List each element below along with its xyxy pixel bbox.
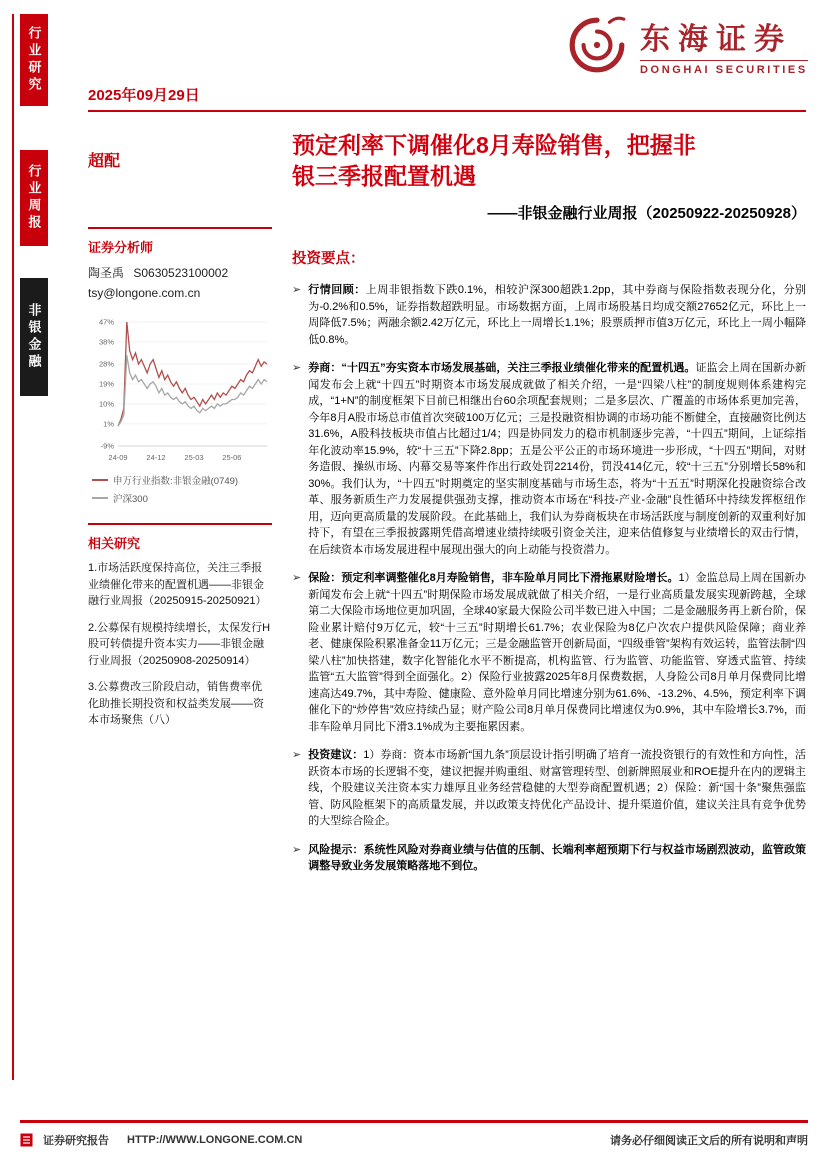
sidebar-tag-nonbank-finance: 非银金融	[20, 278, 48, 396]
sidebar-tag-industry-weekly: 行业周报	[20, 150, 48, 246]
report-title	[292, 130, 806, 192]
bullet-icon: ➢	[292, 749, 302, 762]
svg-text:28%: 28%	[98, 359, 114, 369]
report-doc-icon	[20, 1133, 33, 1147]
point-brokers	[292, 360, 806, 558]
sidebar-tag-industry-research: 行业研究	[20, 14, 48, 106]
point-text	[308, 747, 806, 830]
footer-divider	[20, 1120, 808, 1123]
point-text	[308, 570, 806, 735]
header-divider	[88, 110, 806, 112]
svg-text:1%: 1%	[103, 419, 114, 429]
svg-text:-9%: -9%	[100, 441, 114, 451]
legend-item	[92, 473, 272, 487]
point-lead: 投资建议：	[308, 749, 364, 762]
svg-text:25-03: 25-03	[184, 453, 204, 462]
svg-text:38%: 38%	[98, 337, 114, 347]
bullet-icon: ➢	[292, 572, 302, 585]
point-body: 证监会上周在国新办新闻发布会上就“十四五”时期资本市场发展成就做了相关介绍，一是“四梁八柱”的制度规则体系建构完成，“1+N”的制度框架下目前已相继出台60余项配套规则；二是多层次、广覆盖的市场体系更加完善，今年8月A股市场总市值首次突破100万亿元；三是投融资相协调的市场功能不断健全，直接融资比例达31.6%，A股科技板块市值占比超过1/4；四是协同发力的稳市机制逐步完善，“十四五”期间，上证综指年化波动率15.9%，较“十三五”下降2.8pp；五是公平公正的市场环境进一步形成，“十四五”期间，对财务造假、操纵市场、内幕交易等案件作出行政处罚2214份，罚没414亿元，较“十三五”分别增长58%和30%。我们认为，“十四五”时期奠定的坚实制度基础与市场生态，将为“十五五”时期深化投融资综合改革、服务新质生产力发展提供强劲支撑，推动资本市场在“科技-产业-金融”良性循环中持续发挥枢纽作用，迈向更高质量的发展阶段。在此基础上，我们认为券商板块在市场活跃度与制度创新的双重利好加持下，有望在三季报披露期凭借高增速业绩持续吸引资金关注，迎来估值修复与业绩增长的双击行情，在后续资本市场发展进程中展现出强大的向上动能与投资潜力。	[308, 362, 807, 556]
point-lead: 行情回顾：	[308, 284, 366, 297]
footer-url[interactable]: HTTP://WWW.LONGONE.COM.CN	[127, 1133, 303, 1146]
performance-chart	[88, 314, 272, 505]
section-divider	[88, 227, 272, 229]
investment-points-heading: 投资要点：	[292, 251, 365, 268]
report-title-line1: 预定利率下调催化8月寿险销售，把握非	[292, 132, 696, 158]
bullet-icon: ➢	[292, 843, 302, 856]
point-text	[308, 842, 806, 875]
related-research-item[interactable]: 1.市场活跃度保持高位，关注三季报业绩催化带来的配置机遇——非银金融行业周报（20250915-20250921）	[88, 562, 267, 607]
report-title-line2: 银三季报配置机遇	[292, 163, 476, 190]
rating-badge: 超配	[88, 153, 121, 170]
point-investment-advice	[292, 747, 806, 830]
point-lead: 券商：“十四五”夯实资本市场发展基础，关注三季报业绩催化带来的配置机遇。	[308, 362, 696, 375]
analyst-name: 陶圣禹	[88, 266, 125, 280]
point-body: 系统性风险对券商业绩与估值的压制、长端利率超预期下行与权益市场剧烈波动，监管政策调整导致业务发展策略落地不到位。	[308, 843, 807, 873]
brand-name-en: DONGHAI SECURITIES	[640, 60, 808, 76]
analyst-email[interactable]: tsy@longone.com.cn	[88, 286, 201, 300]
line-chart	[88, 314, 272, 466]
footer	[20, 1120, 808, 1148]
left-accent-line	[12, 14, 14, 1080]
bullet-icon: ➢	[292, 284, 302, 297]
svg-text:24-12: 24-12	[146, 453, 166, 462]
point-lead: 保险：预定利率调整催化8月寿险销售，非车险单月同比下滑拖累财险增长。	[308, 572, 679, 585]
analyst-heading: 证券分析师	[88, 240, 154, 255]
point-lead: 风险提示：	[308, 843, 364, 856]
analyst-license-id: S0630523100002	[133, 266, 229, 280]
legend-label: 沪深300	[113, 494, 148, 505]
point-body: 1）金监总局上周在国新办新闻发布会上就“十四五”时期保险市场发展成就做了相关介绍，一是行业高质量发展实现新跨越，全球第二大保险市场地位更加巩固，全球40家最大保险公司半数已进入中国；二是金融服务再上新台阶，保险业累计赔付9万亿元，较“十三五”时期增长61.7%；农业保险为8亿户次农户提供风险保障；商业养老、健康保险积累准备金11万亿元；三是金融监管开创新局面，“四级垂管”架构有效运转，监管法制“四梁八柱”加快搭建，数字化智能化水平不断提高，机构监管、行为监管、功能监管、穿透式监管、持续监管“五大监管”得到全面强化。2）保险行业披露2025年8月保费数据，人身险公司8月单月保费同比增速高达49.7%，其中寿险、健康险、意外险单月同比增速分别为61.6%、-13.2%、4.5%，预定利率下调催化下的“炒停售”效应持续凸显；财产险公司8月单月保费同比增速仅为0.9%，其中车险增长3.7%，而非车险单月同比下滑3.1%成为主要拖累因素。	[308, 572, 806, 733]
legend-line-swatch	[92, 479, 108, 481]
bullet-icon: ➢	[292, 362, 302, 375]
footer-row	[20, 1132, 808, 1148]
point-text	[308, 360, 806, 558]
report-date: 2025年09月29日	[88, 87, 200, 104]
legend-line-swatch	[92, 497, 108, 499]
footer-report-label: 证券研究报告	[43, 1134, 109, 1147]
brand-logo	[566, 14, 808, 76]
svg-text:10%: 10%	[98, 399, 114, 409]
point-body: 1）券商：资本市场新“国九条”顶层设计指引明确了培育一流投资银行的有效性和方向性，活跃资本市场的长逻辑不变，建议把握并购重组、财富管理转型、创新牌照展业和ROE提升在内的逻辑主线，个股建议关注资本实力雄厚且业务经营稳健的大型券商配置机遇；2）保险：新“国十条”聚焦强监管、防风险框架下的高质量发展，并以政策支持优化产品设计、提升渠道价值，建议关注具有竞争优势的大型综合险企。	[308, 749, 806, 828]
report-subtitle: ——非银金融行业周报（20250922-20250928）	[487, 205, 806, 223]
section-divider	[88, 523, 272, 525]
related-research-heading: 相关研究	[88, 536, 141, 551]
svg-text:47%: 47%	[98, 317, 114, 327]
point-text	[308, 282, 806, 348]
point-insurance	[292, 570, 806, 735]
legend-item	[92, 491, 272, 505]
svg-text:25-06: 25-06	[222, 453, 242, 462]
footer-disclaimer: 请务必仔细阅读正文后的所有说明和声明	[610, 1134, 808, 1147]
svg-text:19%: 19%	[98, 379, 114, 389]
analyst-line	[88, 264, 272, 281]
brand-text	[640, 14, 808, 76]
related-research-item[interactable]: 2.公募保有规模持续增长，太保发行H股可转债提升资本实力——非银金融行业周报（20250908-20250914）	[88, 621, 271, 667]
point-body: 上周非银指数下跌0.1%，相较沪深300超跌1.2pp，其中券商与保险指数表现分化，分别为-0.2%和0.5%，证券指数超跌明显。市场数据方面，上周市场股基日均成交额27652亿元，环比上一周降低7.5%；两融余额2.42万亿元，环比上一周增长1.1%；股票质押市值3万亿元，环比上一周小幅降低0.8%。	[308, 284, 807, 346]
main-column	[292, 130, 806, 887]
svg-text:24-09: 24-09	[108, 453, 128, 462]
brand-name-cn: 东海证券	[640, 23, 792, 56]
left-column	[88, 148, 272, 739]
chart-legend	[92, 473, 272, 505]
point-risk-warning	[292, 842, 806, 875]
dragon-logo-icon	[566, 14, 628, 76]
related-research-item[interactable]: 3.公募费改三阶段启动，销售费率优化助推长期投资和权益类发展——资本市场聚焦（八）	[88, 681, 264, 726]
point-market-review	[292, 282, 806, 348]
legend-label: 申万行业指数:非银金融(0749)	[113, 476, 239, 487]
